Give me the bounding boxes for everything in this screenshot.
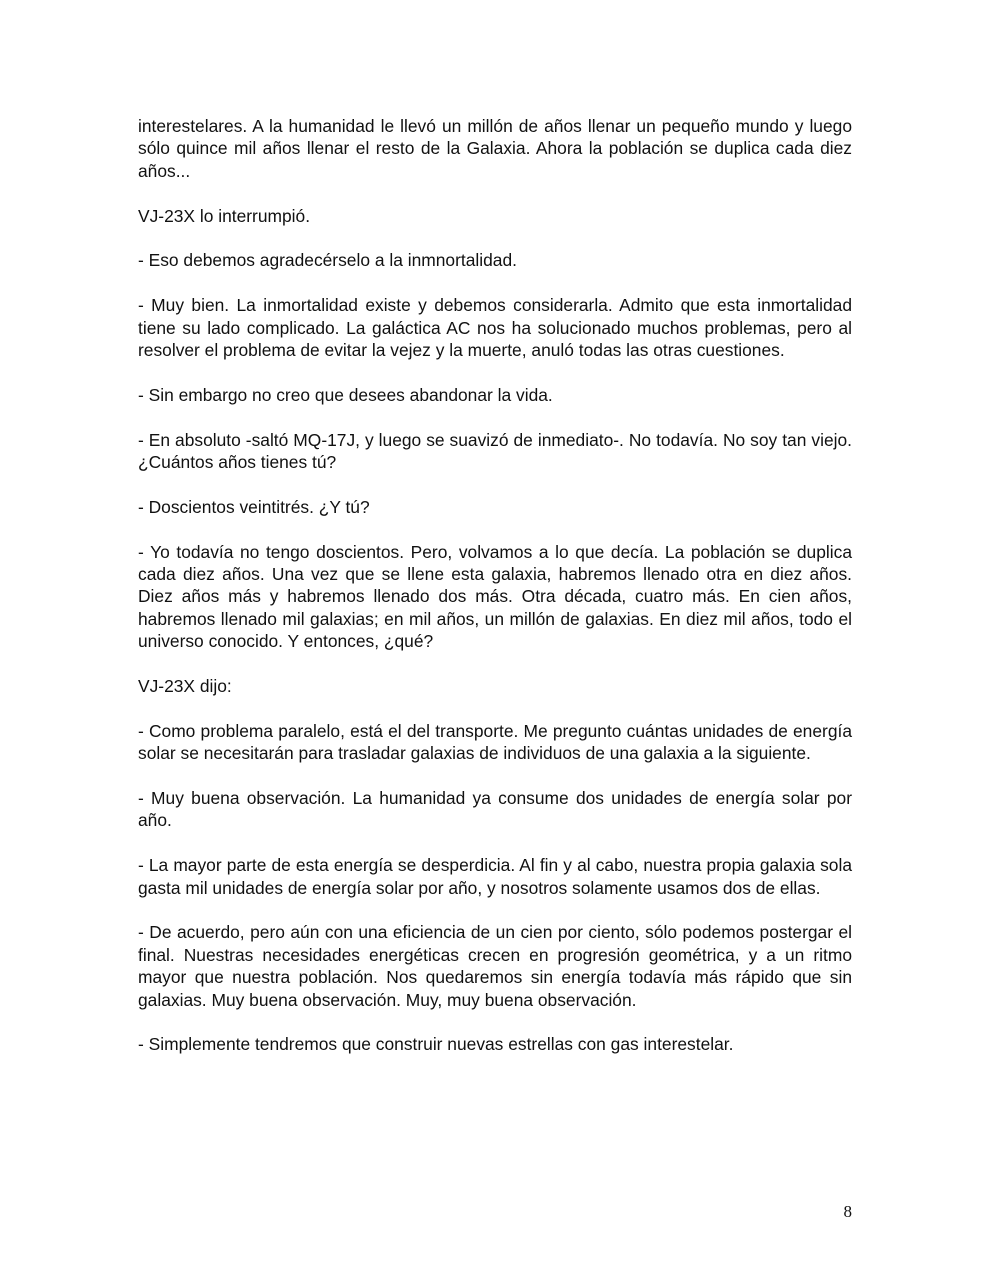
paragraph: - Simplemente tendremos que construir nuevas estrellas con gas interestelar. — [138, 1034, 734, 1055]
paragraph: - Doscientos veintitrés. ¿Y tú? — [138, 496, 370, 517]
paragraph: - Muy buena observación. La humanidad ya consume dos unidades de energía solar por año. — [138, 788, 852, 831]
paragraph: - Muy bien. La inmortalidad existe y debemos considerarla. Admito que esta inmortalidad tiene su lado complicado. La galáctica AC nos ha solucionado muchos problemas, pero al resolver el problema de evitar la vejez y la muerte, anuló todas las otras cuestiones. — [138, 295, 852, 361]
paragraph: VJ-23X lo interrumpió. — [138, 205, 311, 226]
paragraph: - Sin embargo no creo que desees abandonar la vida. — [138, 384, 553, 405]
page-number: 8 — [843, 1202, 852, 1221]
paragraph: - Como problema paralelo, está el del transporte. Me pregunto cuántas unidades de energía solar se necesitarán para trasladar galaxias de individuos de una galaxia a la siguiente. — [138, 720, 852, 764]
paragraph: interestelares. A la humanidad le llevó un millón de años llenar un pequeño mundo y luego sólo quince mil años llenar el resto de la Galaxia. Ahora la población se duplica cada diez años... — [138, 116, 852, 181]
paragraph: - De acuerdo, pero aún con una eficiencia de un cien por ciento, sólo podemos postergar el final. Nuestras necesidades energéticas crecen en progresión geométrica, y a un ritmo mayor que nuestra población. Nos quedaremos sin energía todavía más rápido que sin galaxias. Muy buena observación. Muy, muy buena observación. — [138, 922, 852, 1010]
paragraph: - La mayor parte de esta energía se desperdicia. Al fin y al cabo, nuestra propia galaxia sola gasta mil unidades de energía solar por año, y nosotros solamente usamos dos de ellas. — [138, 855, 852, 898]
paragraph: - Yo todavía no tengo doscientos. Pero, volvamos a lo que decía. La población se duplica cada diez años. Una vez que se llene esta galaxia, habremos llenado otra en diez años. Diez años más y habremos llenado dos más. Otra década, cuatro más. En cien años, habremos llenado mil galaxias; en mil años, un millón de galaxias. En diez mil años, todo el universo conocido. Y entonces, ¿qué? — [138, 541, 852, 652]
paragraph: - En absoluto -saltó MQ-17J, y luego se suavizó de inmediato-. No todavía. No soy tan viejo. ¿Cuántos años tienes tú? — [138, 429, 852, 473]
paragraph: VJ-23X dijo: — [138, 676, 232, 697]
text-body — [138, 115, 852, 1056]
paragraph: - Eso debemos agradecérselo a la inmnortalidad. — [138, 250, 517, 271]
